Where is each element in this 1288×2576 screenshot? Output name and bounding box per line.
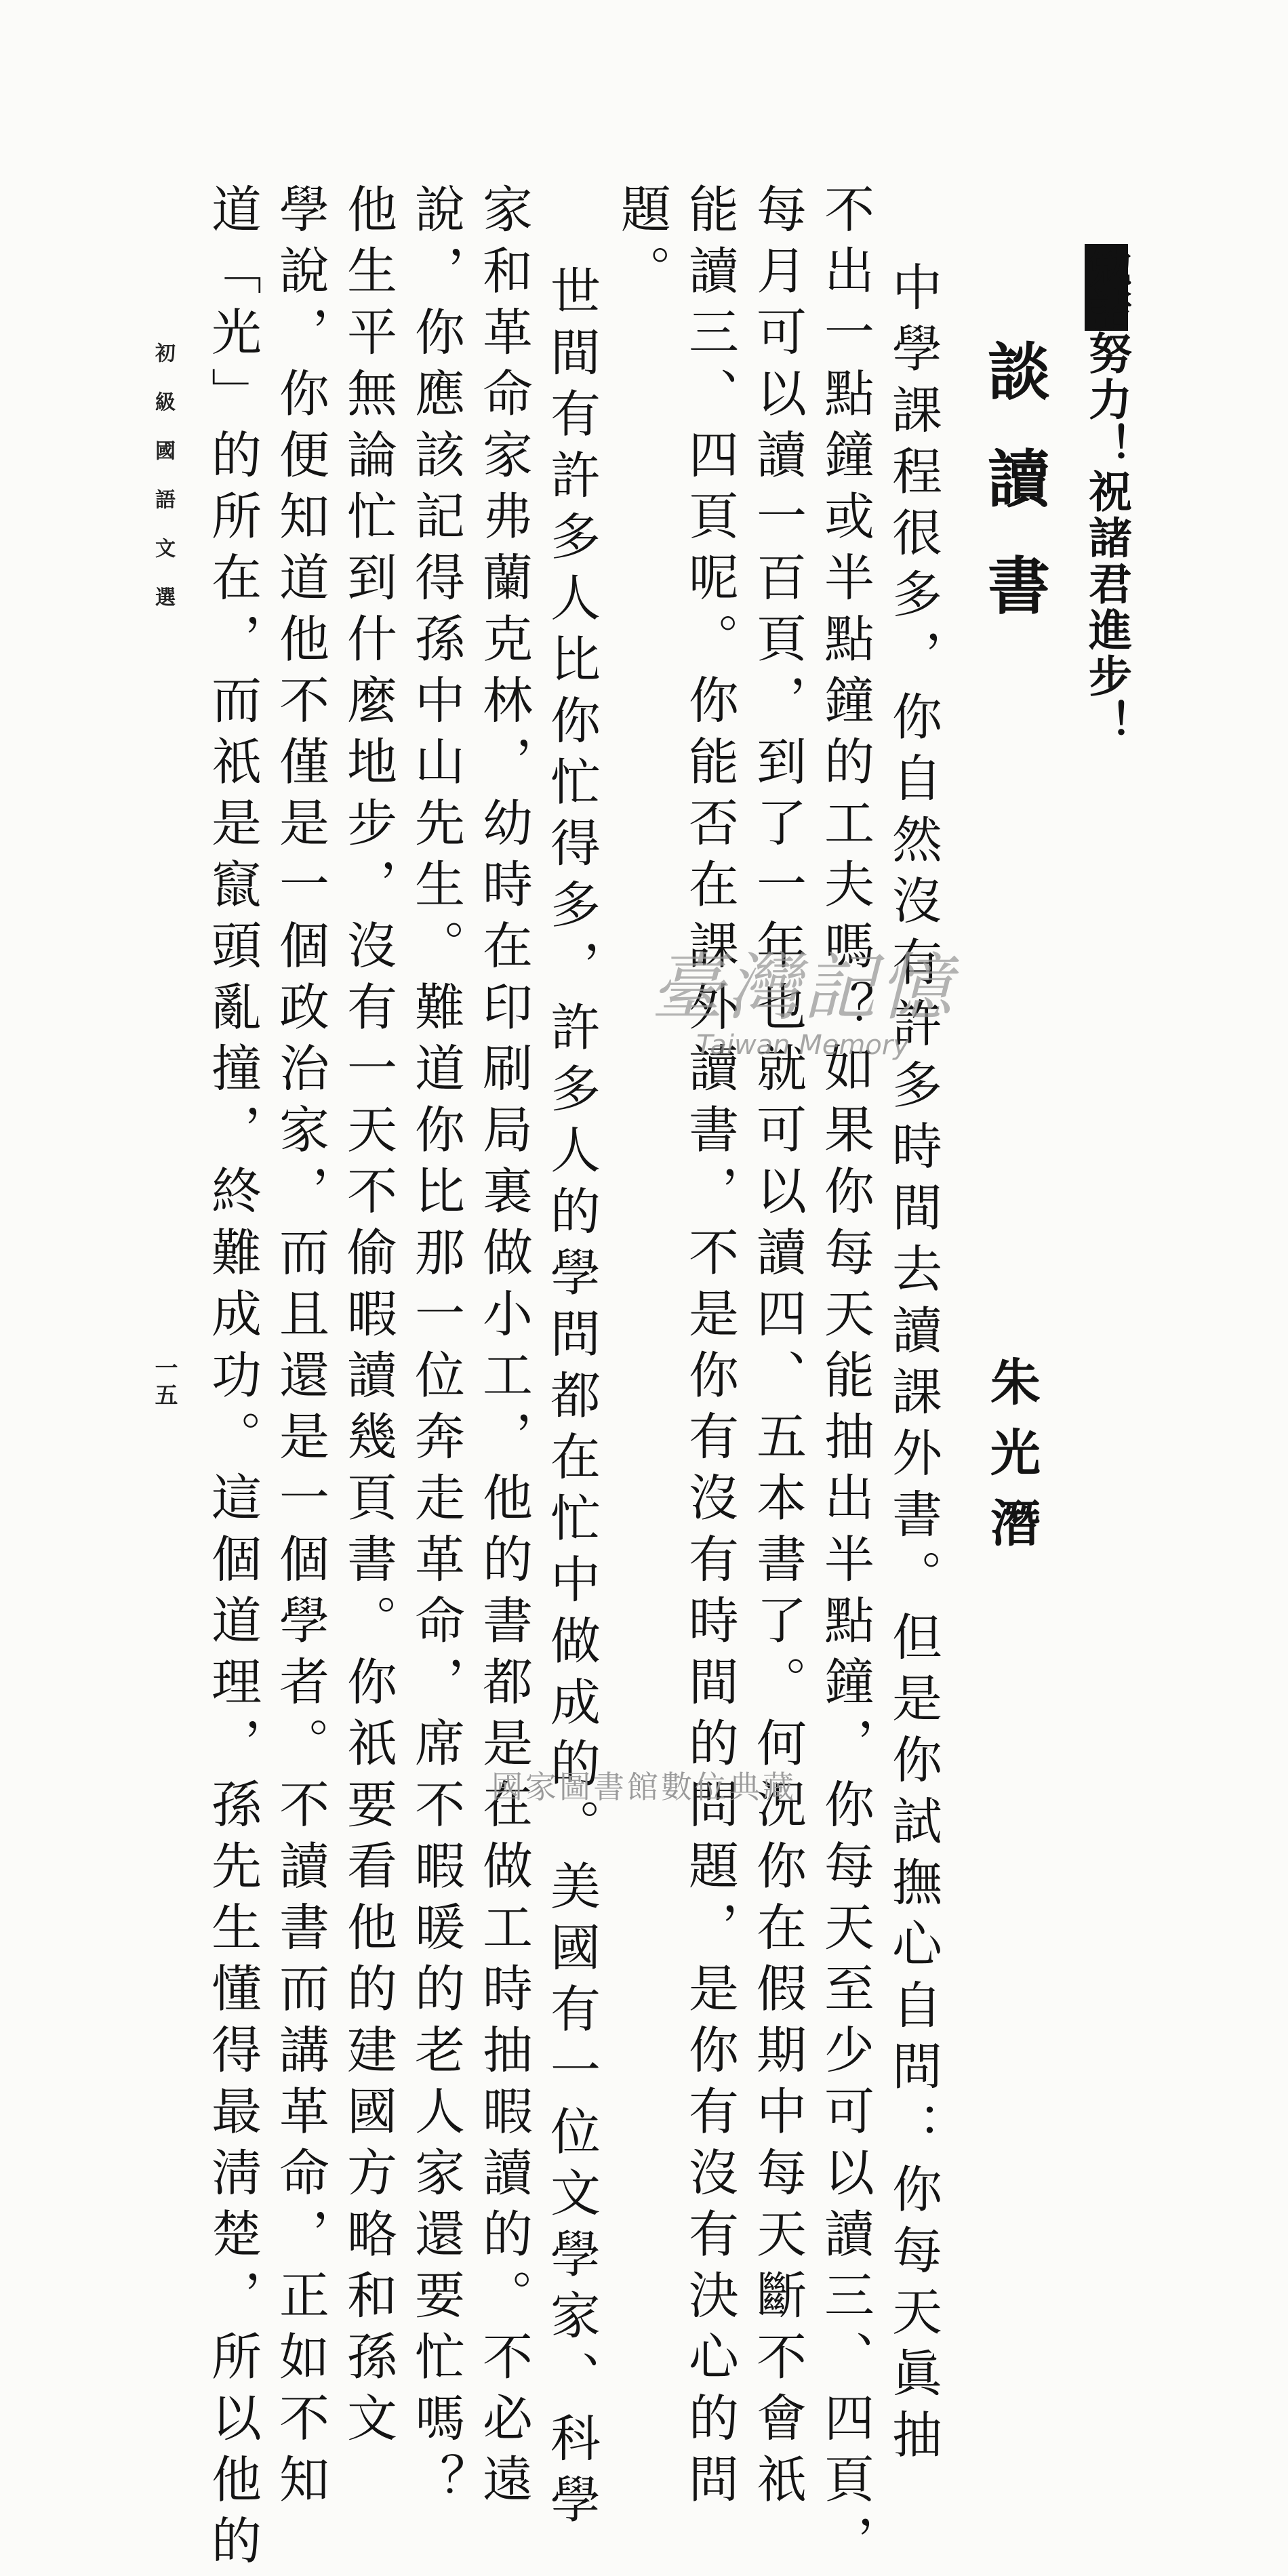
archive-caption: 國家圖書館數位典藏: [491, 1769, 797, 1805]
running-header-text: 努力！祝諸君進步！: [1081, 331, 1132, 746]
running-header: [1081, 244, 1132, 746]
essay-title: 談讀書: [978, 339, 1051, 660]
text-column-9: 他生平無論忙到什麼地步，沒有一天不偷暇讀幾頁書。你祇要看他的建國方略和孫文: [339, 183, 397, 2453]
text-column-4: 能讀三、四頁呢。你能否在課外讀書，不是你有沒有時間的問題，是你有沒有決心的問: [681, 183, 739, 2514]
header-ink-blot: 勉諸: [1081, 244, 1132, 331]
text-column-2: 不出一點鐘或半點鐘的工夫嗎？如果你每天能抽出半點鐘，你每天至少可以讀三、四頁，: [816, 183, 874, 2576]
watermark-english: Taiwan Memory: [696, 1030, 909, 1061]
text-column-3: 每月可以讀一百頁，到了一年也就可以讀四、五本書了。何況你在假期中每天斷不會祇: [748, 183, 807, 2514]
watermark: [651, 929, 954, 1061]
text-column-11: 道「光」的所在，而祇是竄頭亂撞，終難成功。這個道理，孫先生懂得最淸楚，所以他的: [203, 183, 262, 2576]
text-column-1: 中學課程很多，你自然沒有許多時間去讀課外書。但是你試撫心自問：你每天眞抽: [884, 261, 942, 2470]
text-column-8: 說，你應該記得孫中山先生。難道你比那一位奔走革命，席不暇暖的老人家還要忙嗎？: [407, 183, 465, 2514]
footer-book-title: 初級國語文選: [151, 342, 175, 635]
essay-author: 朱光潛: [982, 1356, 1041, 1567]
page-number: 一五: [150, 1356, 178, 1410]
text-column-6: 世間有許多人比你忙得多，許多人的學問都在忙中做成的。美國有一位文學家、科學: [542, 203, 601, 2535]
text-column-7: 家和革命家弗蘭克林，幼時在印刷局裏做小工，他的書都是在做工時抽暇讀的。不必遠: [475, 183, 533, 2514]
text-column-10: 學說，你便知道他不僅是一個政治家，而且還是一個學者。不讀書而講革命，正如不知: [271, 183, 329, 2514]
watermark-chinese: 臺灣記憶: [651, 946, 955, 1030]
text-column-5: 題。: [613, 183, 671, 306]
